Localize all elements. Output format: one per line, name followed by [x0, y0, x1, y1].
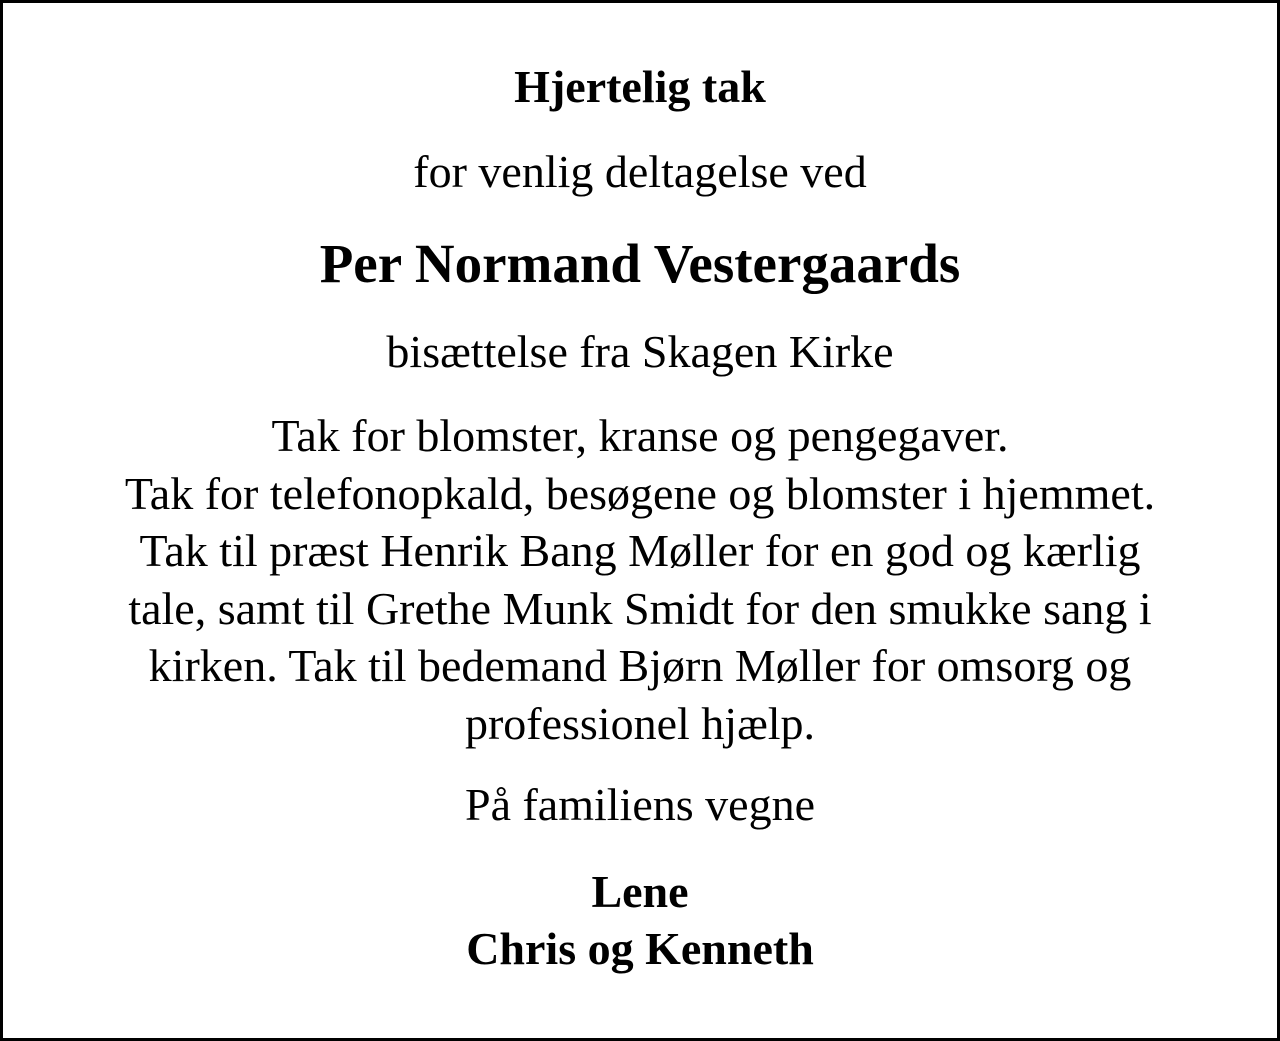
deceased-name: Per Normand Vestergaards: [319, 233, 961, 294]
thanks-paragraph: [3, 407, 1277, 752]
thanks-line: professionel hjælp.: [464, 697, 816, 749]
closing-line: På familiens vegne: [464, 779, 815, 830]
signature-name: Chris og Kenneth: [466, 923, 814, 974]
thanks-line: Tak for telefonopkald, besøgene og blomster i hjemmet.: [124, 467, 1156, 519]
notice-heading: Hjertelig tak: [514, 61, 766, 112]
thanks-line: kirken. Tak til bedemand Bjørn Møller for omsorg og: [148, 640, 1132, 691]
thanks-line: tale, samt til Grethe Munk Smidt for den smukke sang i: [128, 582, 1152, 634]
thanks-line: Tak til præst Henrik Bang Møller for en god og kærlig: [139, 525, 1141, 576]
service-occasion: bisættelse fra Skagen Kirke: [386, 326, 894, 377]
notice-intro: for venlig deltagelse ved: [413, 146, 867, 197]
thanks-line: Tak for blomster, kranse og pengegaver.: [271, 410, 1009, 461]
signature-block: [3, 863, 1277, 977]
signature-name: Lene: [591, 866, 689, 917]
